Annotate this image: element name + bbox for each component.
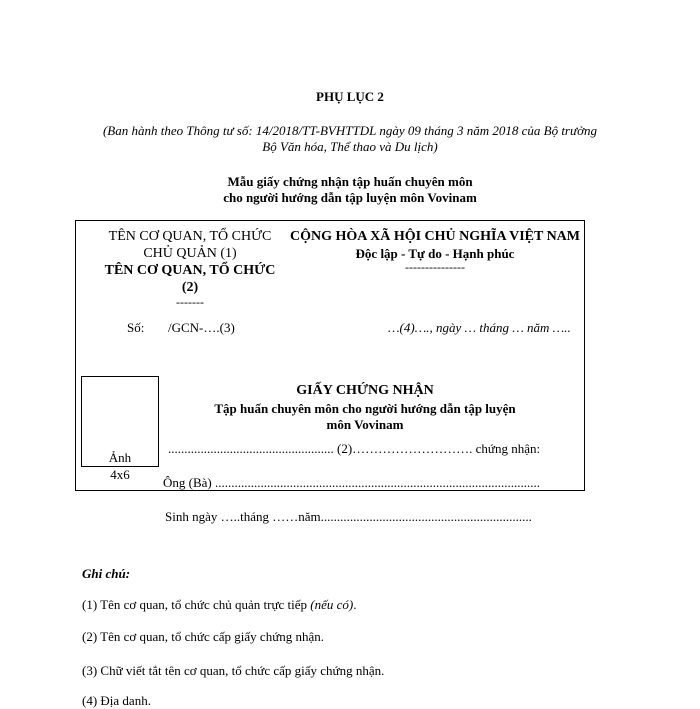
note-4: (4) Địa danh. <box>82 693 151 708</box>
appendix-title: PHỤ LỤC 2 <box>316 89 384 104</box>
issuing-org-name: TÊN CƠ QUAN, TỔ CHỨC <box>104 263 276 278</box>
sample-description-line-1: Mẫu giấy chứng nhận tập huấn chuyên môn <box>227 174 473 189</box>
nation-name: CỘNG HÒA XÃ HỘI CHỦ NGHĨA VIỆT NAM <box>289 229 580 244</box>
note-1-optional: (nếu có) <box>310 597 354 612</box>
motto-divider: --------------- <box>405 260 465 274</box>
issuing-org-note: (2) <box>181 280 199 295</box>
note-2: (2) Tên cơ quan, tổ chức cấp giấy chứng nhận. <box>82 629 325 644</box>
date-of-birth-line: Sinh ngày …..tháng ……năm................................................................. <box>165 509 532 524</box>
certificate-subtitle-line-1: Tập huấn chuyên môn cho người hướng dẫn tập luyện <box>214 401 516 416</box>
note-1-text: (1) Tên cơ quan, tổ chức chủ quản trực tiếp <box>82 597 311 612</box>
issued-by-line-1: (Ban hành theo Thông tư số: 14/2018/TT-BVHTTDL ngày 09 tháng 3 năm 2018 của Bộ trưởng <box>102 123 598 138</box>
sample-description-line-2: cho người hướng dẫn tập luyện môn Vovinam <box>223 190 477 205</box>
document-number-value: /GCN-….(3) <box>168 320 235 335</box>
note-1 <box>82 597 357 613</box>
issued-by-line-2: Bộ Văn hóa, Thể thao và Du lịch) <box>262 139 438 154</box>
certificate-subtitle-line-2: môn Vovinam <box>326 417 404 432</box>
note-1-end: . <box>353 597 357 612</box>
note-3: (3) Chữ viết tắt tên cơ quan, tổ chức cấp giấy chứng nhận. <box>82 663 385 678</box>
recipient-name-line: Ông (Bà) .................................................................................................... <box>163 475 540 490</box>
parent-org-name: TÊN CƠ QUAN, TỔ CHỨC <box>108 229 272 244</box>
place-date-line: …(4)…., ngày … tháng … năm ….. <box>388 320 571 335</box>
issuer-certifies-line: ................................................... (2)………………………. chứng nhận: <box>168 441 541 456</box>
nation-motto: Độc lập - Tự do - Hạnh phúc <box>355 246 515 261</box>
photo-size: 4x6 <box>110 467 130 482</box>
org-divider: ------- <box>176 295 204 309</box>
document-number-label: Số: <box>127 320 145 335</box>
parent-org-note: CHỦ QUẢN (1) <box>143 246 237 261</box>
notes-title: Ghi chú: <box>82 566 131 581</box>
certificate-title: GIẤY CHỨNG NHẬN <box>296 383 434 398</box>
photo-label: Ảnh <box>108 450 132 465</box>
